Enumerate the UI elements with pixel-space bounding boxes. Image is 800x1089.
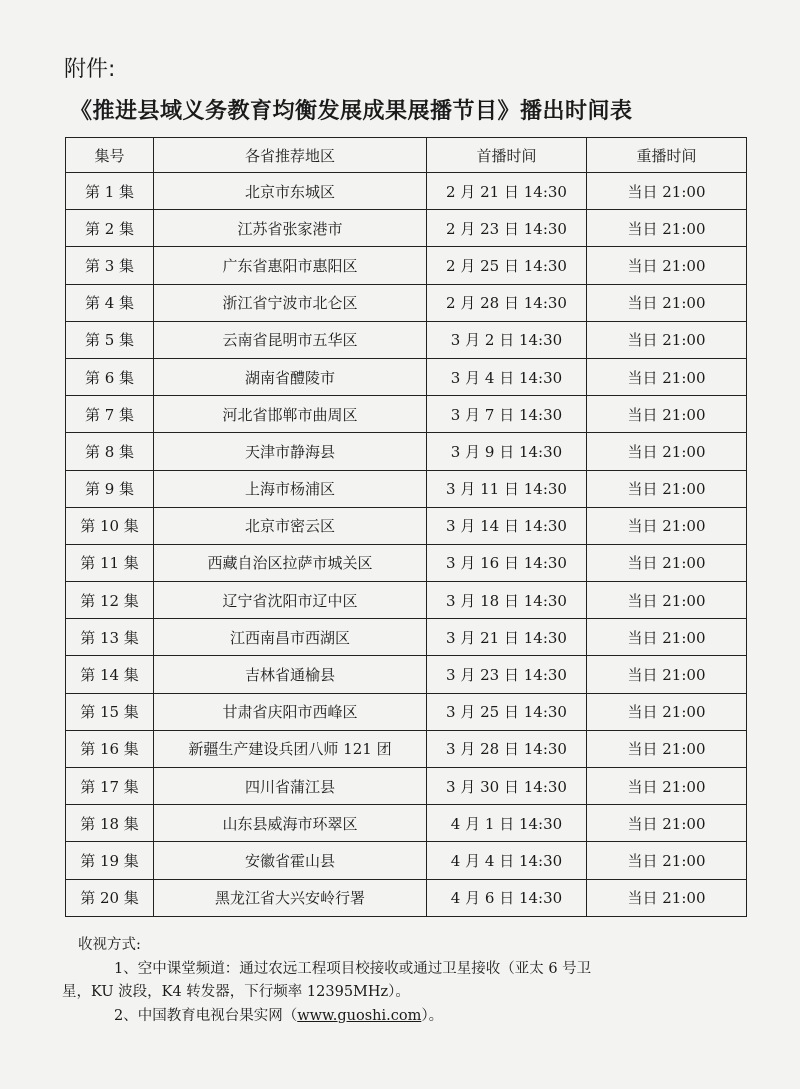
region-cell: 河北省邯郸市曲周区 — [154, 396, 427, 433]
table-row — [66, 358, 747, 395]
region-cell: 北京市东城区 — [154, 173, 427, 210]
premiere-time-cell: 2 月 23 日 14:30 — [427, 210, 587, 247]
rerun-time-cell: 当日 21:00 — [587, 173, 747, 210]
episode-cell: 第 15 集 — [66, 693, 154, 730]
premiere-time-cell: 3 月 28 日 14:30 — [427, 730, 587, 767]
premiere-time-cell: 3 月 4 日 14:30 — [427, 358, 587, 395]
episode-cell: 第 1 集 — [66, 173, 154, 210]
region-cell: 广东省惠阳市惠阳区 — [154, 247, 427, 284]
episode-cell: 第 8 集 — [66, 433, 154, 470]
rerun-time-cell: 当日 21:00 — [587, 507, 747, 544]
rerun-time-cell: 当日 21:00 — [587, 284, 747, 321]
table-row — [66, 619, 747, 656]
table-row — [66, 284, 747, 321]
table-row — [66, 805, 747, 842]
note-item-1-line-2: 星，KU 波段，K4 转发器，下行频率 12395MHz）。 — [62, 984, 410, 1000]
premiere-time-cell: 3 月 9 日 14:30 — [427, 433, 587, 470]
episode-cell: 第 10 集 — [66, 507, 154, 544]
schedule-body — [66, 173, 747, 917]
table-row — [66, 396, 747, 433]
table-row — [66, 842, 747, 879]
rerun-time-cell: 当日 21:00 — [587, 544, 747, 581]
premiere-time-cell: 2 月 21 日 14:30 — [427, 173, 587, 210]
region-cell: 甘肃省庆阳市西峰区 — [154, 693, 427, 730]
episode-cell: 第 18 集 — [66, 805, 154, 842]
episode-cell: 第 7 集 — [66, 396, 154, 433]
table-row — [66, 879, 747, 916]
column-header-episode: 集号 — [66, 138, 154, 173]
region-cell: 上海市杨浦区 — [154, 470, 427, 507]
region-cell: 江西南昌市西湖区 — [154, 619, 427, 656]
table-row — [66, 247, 747, 284]
region-cell: 湖南省醴陵市 — [154, 358, 427, 395]
viewing-notes — [62, 934, 752, 1028]
column-header-region: 各省推荐地区 — [154, 138, 427, 173]
rerun-time-cell: 当日 21:00 — [587, 433, 747, 470]
premiere-time-cell: 3 月 25 日 14:30 — [427, 693, 587, 730]
premiere-time-cell: 4 月 6 日 14:30 — [427, 879, 587, 916]
note-item-2 — [62, 1005, 752, 1029]
rerun-time-cell: 当日 21:00 — [587, 768, 747, 805]
table-row — [66, 433, 747, 470]
region-cell: 江苏省张家港市 — [154, 210, 427, 247]
region-cell: 新疆生产建设兵团八师 121 团 — [154, 730, 427, 767]
table-row — [66, 730, 747, 767]
table-row — [66, 470, 747, 507]
episode-cell: 第 2 集 — [66, 210, 154, 247]
rerun-time-cell: 当日 21:00 — [587, 656, 747, 693]
table-row — [66, 544, 747, 581]
notes-heading: 收视方式: — [78, 937, 141, 953]
region-cell: 天津市静海县 — [154, 433, 427, 470]
table-row — [66, 210, 747, 247]
premiere-time-cell: 3 月 2 日 14:30 — [427, 321, 587, 358]
premiere-time-cell: 3 月 21 日 14:30 — [427, 619, 587, 656]
episode-cell: 第 3 集 — [66, 247, 154, 284]
region-cell: 浙江省宁波市北仑区 — [154, 284, 427, 321]
table-row — [66, 321, 747, 358]
region-cell: 西藏自治区拉萨市城关区 — [154, 544, 427, 581]
note-item-1-line-1: 1、空中课堂频道：通过农远工程项目校接收或通过卫星接收（亚太 6 号卫 — [114, 960, 592, 977]
table-row — [66, 582, 747, 619]
premiere-time-cell: 2 月 28 日 14:30 — [427, 284, 587, 321]
region-cell: 吉林省通榆县 — [154, 656, 427, 693]
note-item-2-prefix: 2、中国教育电视台果实网（ — [114, 1007, 298, 1024]
region-cell: 安徽省霍山县 — [154, 842, 427, 879]
episode-cell: 第 17 集 — [66, 768, 154, 805]
region-cell: 山东县威海市环翠区 — [154, 805, 427, 842]
premiere-time-cell: 3 月 30 日 14:30 — [427, 768, 587, 805]
episode-cell: 第 19 集 — [66, 842, 154, 879]
column-header-rerun-time: 重播时间 — [587, 138, 747, 173]
episode-cell: 第 20 集 — [66, 879, 154, 916]
premiere-time-cell: 3 月 11 日 14:30 — [427, 470, 587, 507]
rerun-time-cell: 当日 21:00 — [587, 619, 747, 656]
premiere-time-cell: 2 月 25 日 14:30 — [427, 247, 587, 284]
premiere-time-cell: 3 月 18 日 14:30 — [427, 582, 587, 619]
rerun-time-cell: 当日 21:00 — [587, 842, 747, 879]
region-cell: 辽宁省沈阳市辽中区 — [154, 582, 427, 619]
region-cell: 四川省蒲江县 — [154, 768, 427, 805]
rerun-time-cell: 当日 21:00 — [587, 693, 747, 730]
rerun-time-cell: 当日 21:00 — [587, 396, 747, 433]
note-item-2-suffix: ）。 — [421, 1007, 444, 1024]
rerun-time-cell: 当日 21:00 — [587, 805, 747, 842]
column-header-premiere-time: 首播时间 — [427, 138, 587, 173]
region-cell: 黑龙江省大兴安岭行署 — [154, 879, 427, 916]
premiere-time-cell: 3 月 14 日 14:30 — [427, 507, 587, 544]
premiere-time-cell: 4 月 1 日 14:30 — [427, 805, 587, 842]
rerun-time-cell: 当日 21:00 — [587, 210, 747, 247]
premiere-time-cell: 3 月 16 日 14:30 — [427, 544, 587, 581]
table-row — [66, 173, 747, 210]
episode-cell: 第 12 集 — [66, 582, 154, 619]
episode-cell: 第 6 集 — [66, 358, 154, 395]
region-cell: 云南省昆明市五华区 — [154, 321, 427, 358]
premiere-time-cell: 3 月 7 日 14:30 — [427, 396, 587, 433]
premiere-time-cell: 3 月 23 日 14:30 — [427, 656, 587, 693]
episode-cell: 第 9 集 — [66, 470, 154, 507]
rerun-time-cell: 当日 21:00 — [587, 321, 747, 358]
episode-cell: 第 14 集 — [66, 656, 154, 693]
rerun-time-cell: 当日 21:00 — [587, 247, 747, 284]
rerun-time-cell: 当日 21:00 — [587, 470, 747, 507]
episode-cell: 第 5 集 — [66, 321, 154, 358]
rerun-time-cell: 当日 21:00 — [587, 879, 747, 916]
attachment-label: 附件: — [64, 57, 116, 82]
episode-cell: 第 4 集 — [66, 284, 154, 321]
rerun-time-cell: 当日 21:00 — [587, 358, 747, 395]
episode-cell: 第 13 集 — [66, 619, 154, 656]
page-title: 《推进县域义务教育均衡发展成果展播节目》播出时间表 — [70, 99, 633, 124]
table-row — [66, 656, 747, 693]
table-row — [66, 768, 747, 805]
table-row — [66, 507, 747, 544]
region-cell: 北京市密云区 — [154, 507, 427, 544]
episode-cell: 第 16 集 — [66, 730, 154, 767]
table-header-row — [66, 138, 747, 173]
guoshi-website-link[interactable]: www.guoshi.com — [297, 1007, 422, 1024]
rerun-time-cell: 当日 21:00 — [587, 730, 747, 767]
rerun-time-cell: 当日 21:00 — [587, 582, 747, 619]
premiere-time-cell: 4 月 4 日 14:30 — [427, 842, 587, 879]
schedule-table — [65, 137, 747, 917]
table-row — [66, 693, 747, 730]
episode-cell: 第 11 集 — [66, 544, 154, 581]
